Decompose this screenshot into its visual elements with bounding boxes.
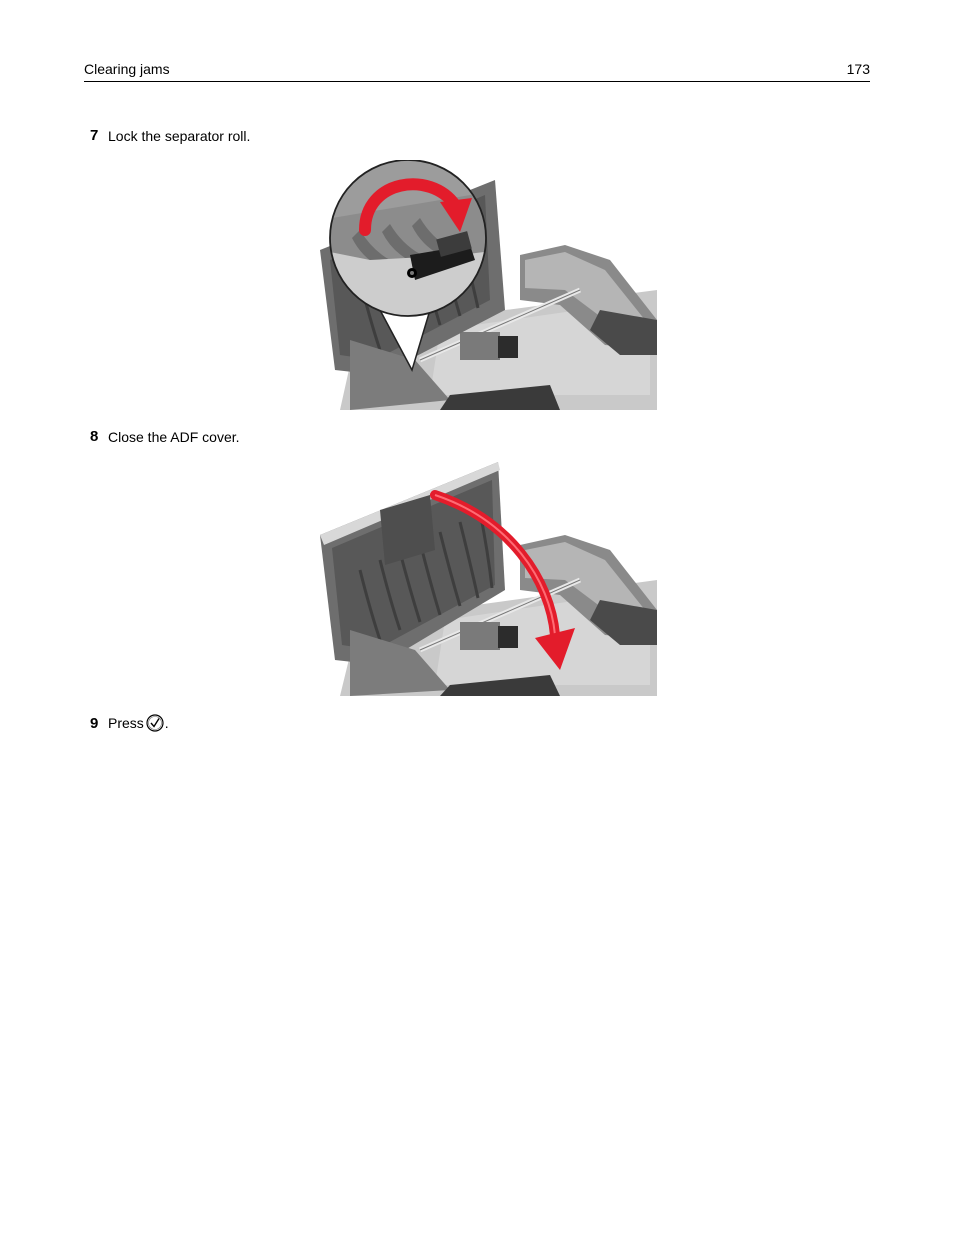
step-number: 9 xyxy=(90,714,99,732)
step-number: 8 xyxy=(90,428,99,445)
header-divider xyxy=(84,81,870,82)
step-7 xyxy=(90,127,250,144)
step-8 xyxy=(90,428,240,445)
step-9 xyxy=(90,714,169,732)
page-number: 173 xyxy=(846,61,870,77)
step-text-before: Press xyxy=(108,715,144,731)
step-text-after: . xyxy=(164,715,169,731)
check-button-icon xyxy=(146,714,164,732)
step-text: Lock the separator roll. xyxy=(108,127,251,144)
section-title: Clearing jams xyxy=(84,61,170,77)
step-number: 7 xyxy=(90,127,99,144)
step-text: Close the ADF cover. xyxy=(108,428,240,445)
illustration-lock-separator-roll xyxy=(320,160,657,410)
illustration-close-adf-cover xyxy=(320,460,657,696)
